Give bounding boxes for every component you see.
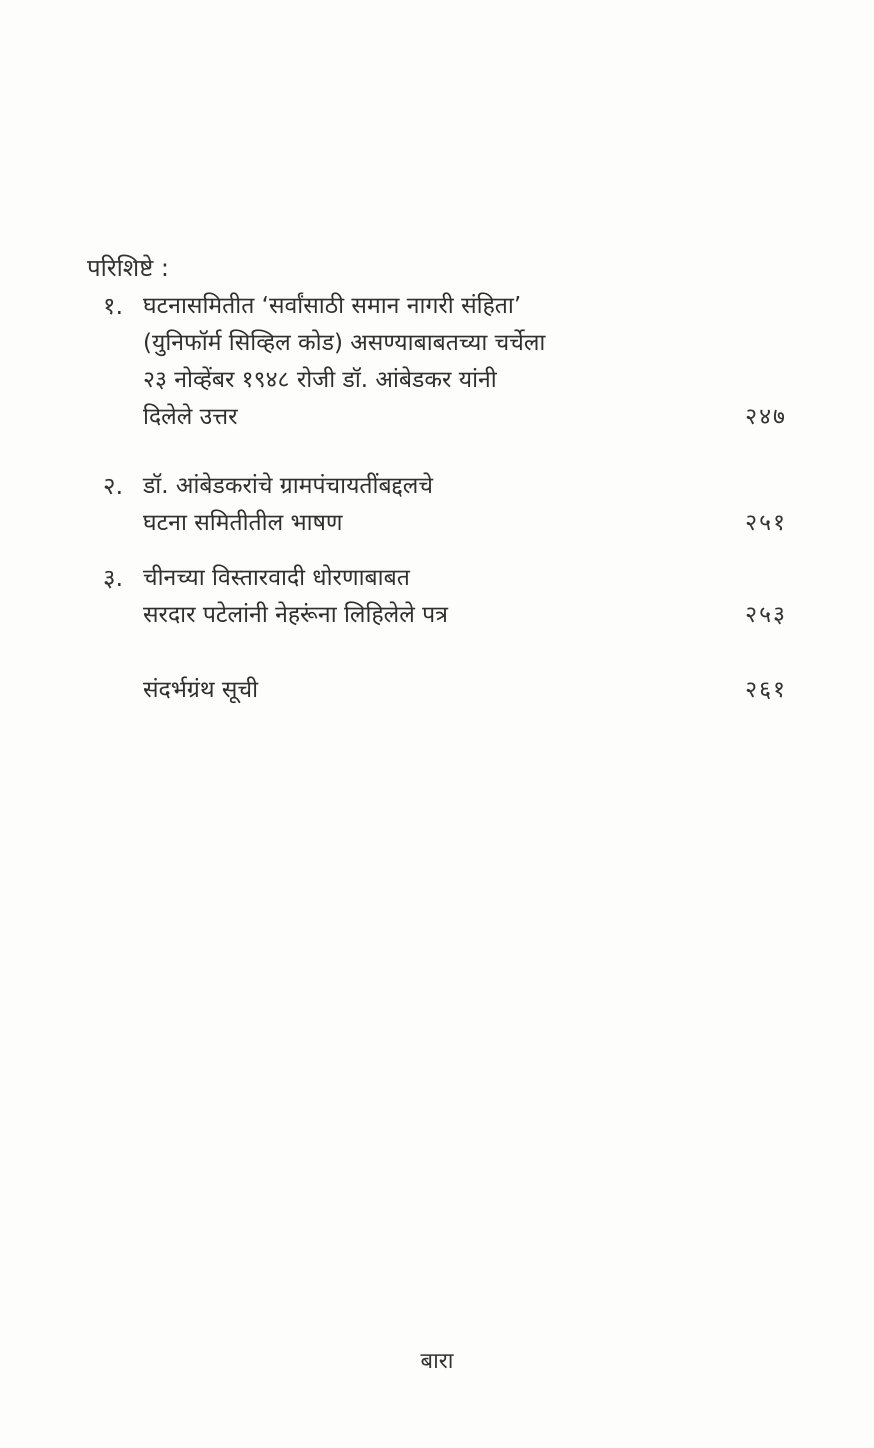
appendices-heading: परिशिष्टे : bbox=[87, 254, 169, 282]
entry-title-line: (युनिफॉर्म सिव्हिल कोड) असण्याबाबतच्या चर्चेला bbox=[143, 330, 546, 356]
entry-page-number: २५३ bbox=[745, 602, 787, 628]
entry-title-line: दिलेले उत्तर bbox=[143, 404, 238, 430]
entry-number: १. bbox=[103, 292, 124, 320]
entry-title bbox=[143, 560, 703, 634]
entry-title bbox=[143, 288, 703, 436]
entry-title bbox=[143, 468, 703, 542]
toc-entry bbox=[87, 560, 787, 640]
entry-number: २. bbox=[103, 472, 124, 500]
entry-title-line: संदर्भग्रंथ सूची bbox=[143, 677, 259, 703]
entry-title-line: घटनासमितीत ‘सर्वांसाठी समान नागरी संहिता’ bbox=[143, 293, 522, 319]
entry-title-line: चीनच्या विस्तारवादी धोरणाबाबत bbox=[143, 565, 410, 591]
toc-entry bbox=[87, 288, 787, 438]
toc-entry bbox=[87, 468, 787, 548]
entry-title bbox=[143, 672, 703, 709]
entry-page-number: २५१ bbox=[745, 510, 787, 536]
entry-page-number: २६१ bbox=[745, 677, 787, 703]
entry-title-line: घटना समितीतील भाषण bbox=[143, 510, 343, 536]
entry-title-line: २३ नोव्हेंबर १९४८ रोजी डॉ. आंबेडकर यांनी bbox=[143, 367, 497, 393]
entry-title-line: डॉ. आंबेडकरांचे ग्रामपंचायतींबद्दलचे bbox=[143, 473, 433, 499]
toc-entry-bibliography bbox=[87, 672, 787, 712]
entry-number: ३. bbox=[103, 564, 124, 592]
page-footer-number: बारा bbox=[420, 1349, 454, 1374]
entry-title-line: सरदार पटेलांनी नेहरूंना लिहिलेले पत्र bbox=[143, 602, 448, 628]
entry-page-number: २४७ bbox=[745, 404, 787, 430]
